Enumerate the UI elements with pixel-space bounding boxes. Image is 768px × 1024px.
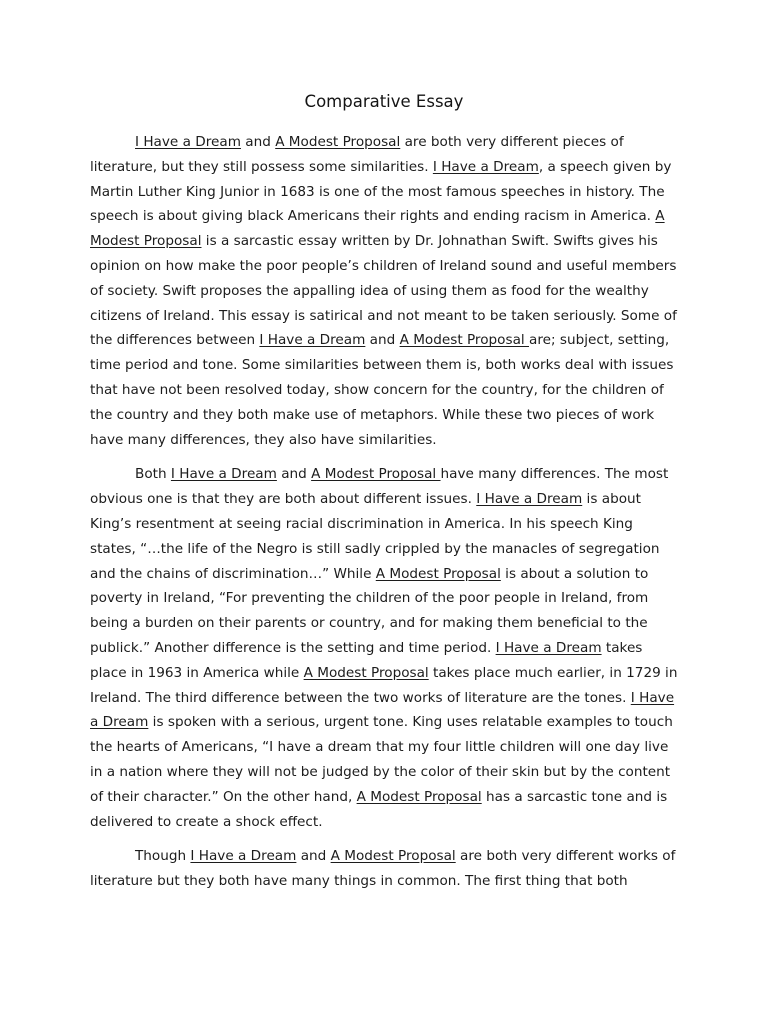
text-run: have many differences. The most obvious one is that they are both about different issues. <box>90 466 669 508</box>
underlined-title: A Modest Proposal <box>356 788 482 805</box>
text-run: Though <box>135 848 191 865</box>
paragraph-3 <box>90 844 680 894</box>
underlined-title: A Modest Proposal <box>311 466 441 483</box>
text-run: has a sarcastic tone and is delivered to create a shock effect. <box>90 788 668 830</box>
underlined-title: A Modest Proposal <box>90 208 665 250</box>
page-title: Comparative Essay <box>304 92 464 111</box>
text-run: is about King’s resentment at seeing racial discrimination in America. In his speech King states, “…the life of the Negro is still sadly crippled by the manacles of segregation and the chains of discrimination…” While <box>90 491 660 582</box>
underlined-title: I Have a Dream <box>135 134 241 150</box>
text-run: are both very different pieces of literature, but they still possess some similarities. <box>90 134 624 175</box>
underlined-title: I Have a Dream <box>90 689 675 731</box>
underlined-title: A Modest Proposal <box>330 848 456 865</box>
underlined-title: I Have a Dream <box>432 158 539 175</box>
text-run: are both very different works of literature but they both have many things in common. The first thing that both <box>90 848 676 890</box>
underlined-title: A Modest Proposal <box>399 332 529 349</box>
paragraph-1 <box>90 130 680 452</box>
text-run: is spoken with a serious, urgent tone. King uses relatable examples to touch the hearts of Americans, “I have a dream that my four little children will one day live in a nation where they will not be judged by the color of their skin but by the content of their character.” On the other hand, <box>90 714 673 805</box>
underlined-title: I Have a Dream <box>495 639 602 656</box>
underlined-title: I Have a Dream <box>190 848 297 865</box>
text-run: and <box>365 332 400 349</box>
text-run: , a speech given by Martin Luther King Junior in 1683 is one of the most famous speeches in history. The speech is about giving black Americans their rights and ending racism in America. <box>90 158 672 225</box>
text-run: and <box>276 466 312 483</box>
underlined-title: I Have a Dream <box>259 332 366 349</box>
text-run: and <box>296 848 331 865</box>
paragraph-2 <box>90 462 680 834</box>
text-run: takes place in 1963 in America while <box>90 639 643 681</box>
text-run: is a sarcastic essay written by Dr. Johnathan Swift. Swifts gives his opinion on how make the poor people’s children of Ireland sound and useful members of society. Swift proposes the appalling idea of using them as food for the wealthy citizens of Ireland. This essay is satirical and not meant to be taken seriously. Some of the differences between <box>90 233 677 349</box>
underlined-title: I Have a Dream <box>476 491 583 508</box>
text-run: is about a solution to poverty in Ireland, “For preventing the children of the poor people in Ireland, from being a burden on their parents or country, and for making them beneficial to the publick.” Another difference is the setting and time period. <box>90 565 649 656</box>
underlined-title: A Modest Proposal <box>375 565 501 582</box>
text-run: takes place much earlier, in 1729 in Ireland. The third difference between the two works of literature are the tones. <box>90 664 678 706</box>
text-run: are; subject, setting, time period and tone. Some similarities between them is, both works deal with issues that have not been resolved today, show concern for the country, for the children of the country and they both make use of metaphors. While these two pieces of work have many differences, they also have similarities. <box>90 332 674 448</box>
text-run: Both <box>135 466 171 483</box>
underlined-title: A Modest Proposal <box>303 664 429 681</box>
underlined-title: A Modest Proposal <box>275 134 401 150</box>
underlined-title: I Have a Dream <box>170 466 277 483</box>
text-run: and <box>240 134 276 150</box>
essay-body <box>90 130 680 904</box>
